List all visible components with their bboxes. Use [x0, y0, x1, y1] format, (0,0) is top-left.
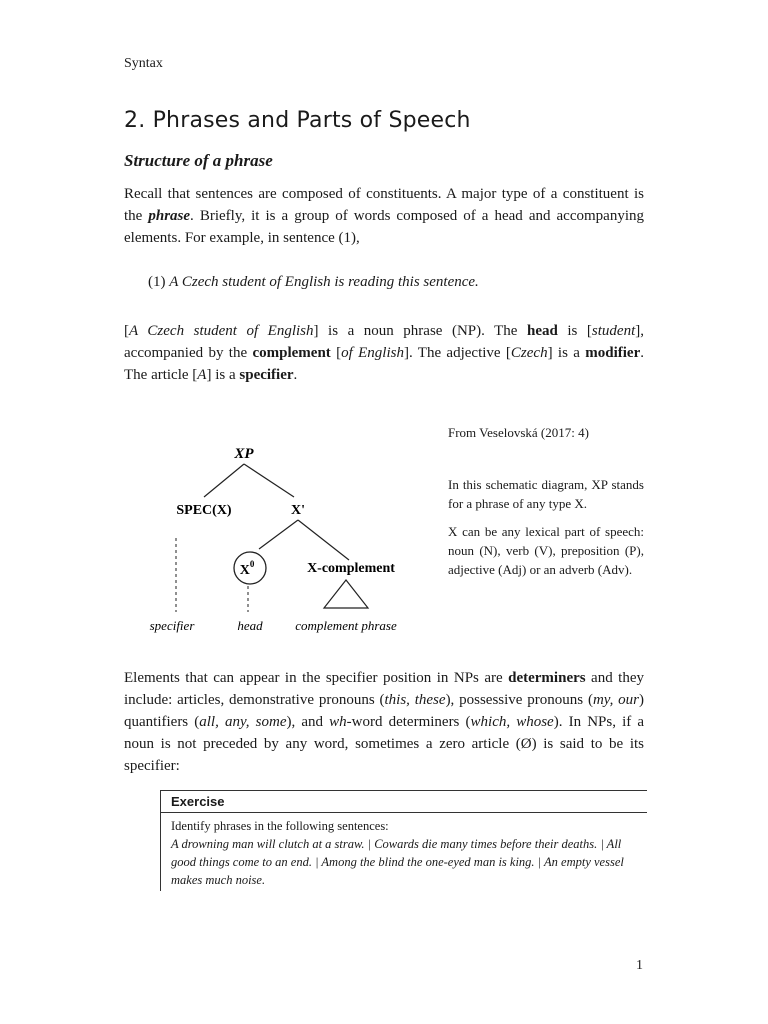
analysis-of-english: of English: [341, 345, 404, 361]
analysis-text: ], accompanied by the: [124, 323, 644, 361]
analysis-text: ] is a: [206, 367, 240, 383]
wh-prefix: wh: [329, 714, 347, 730]
exercise-sentences: A drowning man will clutch at a straw. | Cowards die many times before their deaths. | All good things come to an end. | Among the blind the one-eyed man is king. | An empty vessel makes much noise.: [171, 837, 624, 887]
complement-triangle: [324, 580, 368, 608]
label-specifier: specifier: [149, 618, 195, 633]
analysis-text: ] is a noun phrase (NP). The: [313, 323, 527, 339]
term-phrase: phrase: [148, 208, 191, 224]
analysis-text: ] is a: [547, 345, 586, 361]
node-xbar: X': [291, 503, 305, 518]
examples-demonstrative: this, these: [384, 692, 446, 708]
intro-text-2: . Briefly, it is a group of words composed of a head and accompanying elements. For example, in sentence (1),: [124, 208, 644, 246]
xbar-tree-diagram: [124, 422, 424, 647]
exercise-title: Exercise: [161, 790, 647, 813]
examples-possessive: my, our: [592, 692, 640, 708]
page-number: 1: [636, 958, 643, 973]
label-complement-phrase: complement phrase: [295, 618, 397, 633]
analysis-czech: Czech: [510, 345, 548, 361]
branch-line: [298, 520, 349, 560]
term-complement: complement: [252, 345, 331, 361]
diagram-note-1: In this schematic diagram, XP stands for a phrase of any type X.: [448, 477, 644, 511]
analysis-text: ]. The adjective [: [403, 345, 511, 361]
analysis-text: .: [293, 367, 298, 383]
example-number: (1): [148, 274, 170, 290]
node-x0-base: X: [239, 563, 250, 578]
term-determiners: determiners: [508, 670, 586, 686]
determiners-text: and they include: articles, demonstrative pronouns (: [124, 670, 644, 708]
determiners-paragraph: [124, 667, 644, 777]
analysis-text: . The article [: [124, 345, 644, 383]
determiners-text: Elements that can appear in the specifier position in NPs are: [124, 670, 509, 686]
analysis-paragraph: [124, 320, 644, 386]
node-xp: XP: [234, 446, 254, 462]
node-x0: [240, 559, 255, 578]
node-xcomp: X-complement: [307, 561, 395, 576]
determiners-text: -word determiners (: [346, 714, 471, 730]
branch-line: [204, 464, 244, 497]
term-specifier: specifier: [239, 367, 294, 383]
branch-line: [244, 464, 294, 497]
term-modifier: modifier: [585, 345, 641, 361]
exercise-body: [161, 813, 647, 891]
exercise-instruction: Identify phrases in the following sentences:: [171, 819, 389, 833]
section-title: Structure of a phrase: [124, 151, 273, 170]
determiners-text: ), possessive pronouns (: [445, 692, 593, 708]
term-head: head: [527, 323, 558, 339]
branch-line: [259, 520, 298, 549]
diagram-source: From Veselovská (2017: 4): [448, 425, 589, 440]
determiners-text: ). In NPs, if a noun is not preceded by any word, sometimes a zero article (Ø) is said to be its specifier:: [124, 714, 645, 774]
examples-quantifiers: all, any, some: [199, 714, 287, 730]
determiners-text: ), and: [286, 714, 330, 730]
running-header: Syntax: [124, 56, 163, 71]
analysis-text: is [: [557, 323, 592, 339]
node-spec: SPEC(X): [176, 503, 232, 518]
analysis-text: [: [124, 323, 129, 339]
intro-paragraph: [124, 183, 644, 249]
node-x0-superscript: 0: [249, 559, 255, 569]
example-text: A Czech student of English is reading this sentence.: [169, 274, 479, 290]
analysis-np: A Czech student of English: [129, 323, 314, 339]
intro-text-1: Recall that sentences are composed of constituents. A major type of a constituent is the: [124, 186, 644, 224]
analysis-a: A: [197, 367, 207, 383]
chapter-title: 2. Phrases and Parts of Speech: [124, 108, 471, 133]
examples-wh-determiners: which, whose: [470, 714, 554, 730]
diagram-note-2: X can be any lexical part of speech: noun (N), verb (V), preposition (P), adjective (Adj) or an adverb (Adv).: [448, 524, 644, 577]
analysis-text: [: [330, 345, 342, 361]
analysis-student: student: [591, 323, 636, 339]
example-sentence: [148, 274, 479, 291]
determiners-text: ) quantifiers (: [124, 692, 645, 730]
label-head: head: [237, 618, 263, 633]
exercise-box: [160, 790, 647, 891]
